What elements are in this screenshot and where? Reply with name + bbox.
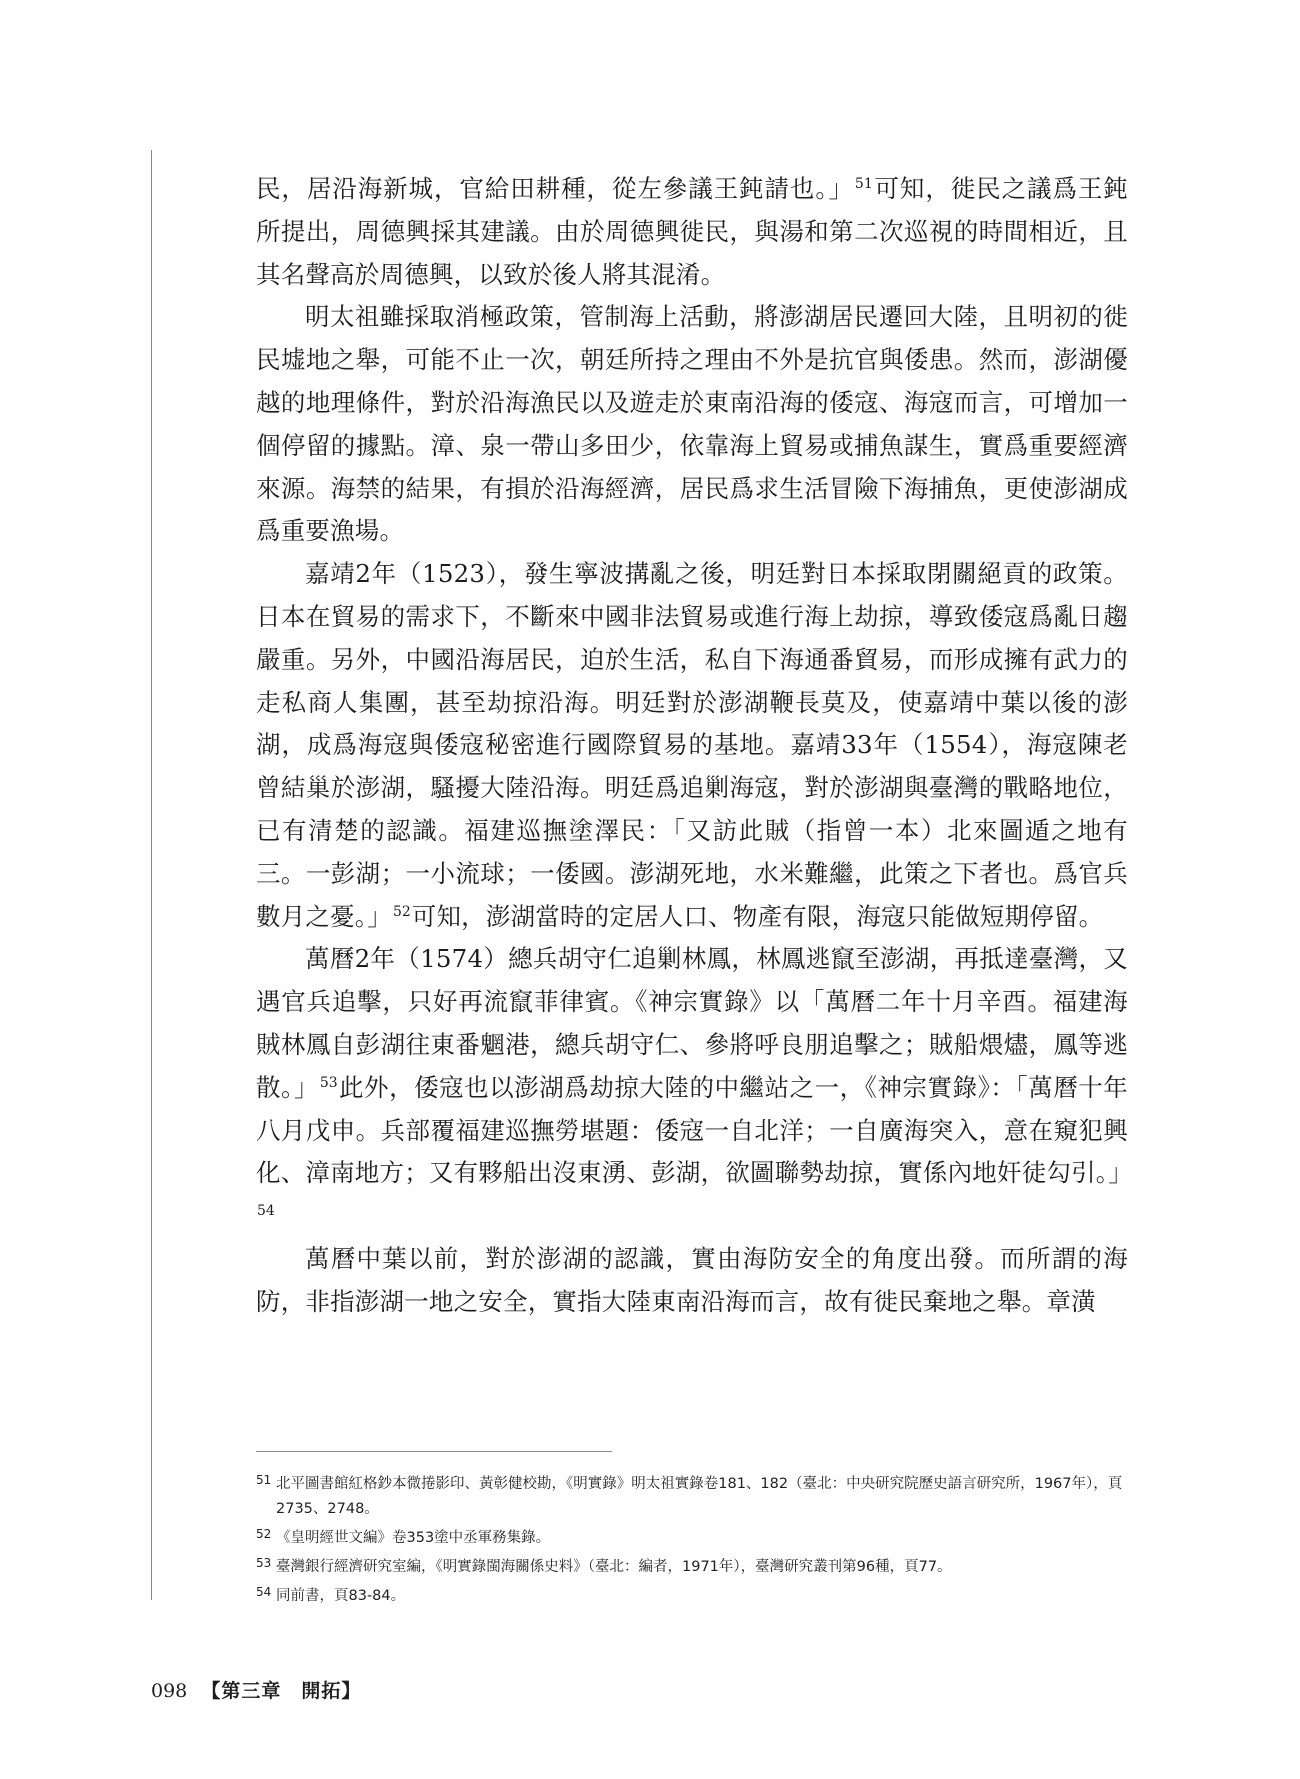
footnote [256, 1522, 1128, 1551]
paragraph [256, 553, 1128, 938]
paragraph-text: 萬曆中葉以前，對於澎湖的認識，實由海防安全的角度出發。而所謂的海防，非指澎湖一地之安全，實指大陸東南沿海而言，故有徙民棄地之舉。章潢 [256, 1243, 1128, 1316]
footnote-text: 臺灣銀行經濟研究室編，《明實錄閩海關係史料》（臺北：編者，1971年），臺灣研究叢刊第96種，頁77。 [276, 1559, 952, 1575]
paragraph-text: 民，居沿海新城，官給田耕種，從左參議王鈍請也。」 [256, 174, 854, 203]
page-footer [151, 1676, 361, 1703]
footnote-number: 52 [256, 1527, 272, 1541]
footnote-text: 北平圖書館紅格鈔本微捲影印、黃彰健校勘，《明實錄》明太祖實錄卷181、182（臺北：中央研究院歷史語言研究所，1967年），頁2735、2748。 [276, 1476, 1123, 1517]
footnotes [256, 1468, 1128, 1609]
paragraph-text: 可知，澎湖當時的定居人口、物產有限，海寇只能做短期停留。 [411, 901, 1104, 931]
footnote [256, 1468, 1128, 1522]
footnote-number: 53 [256, 1556, 272, 1570]
body-text [256, 168, 1133, 1418]
footnote-ref[interactable]: 53 [319, 1074, 338, 1091]
footnote [256, 1580, 1128, 1609]
page-number: 098 [151, 1680, 188, 1702]
footnote-separator [256, 1451, 612, 1452]
footnote-number: 51 [256, 1473, 272, 1487]
footnote-number: 54 [256, 1585, 272, 1599]
paragraph [256, 938, 1133, 1238]
footnote-ref[interactable]: 52 [392, 903, 411, 920]
footnote-ref[interactable]: 54 [257, 1203, 275, 1220]
paragraph [256, 168, 1128, 296]
footnote-ref[interactable]: 51 [854, 176, 873, 192]
footnote-text: 《皇明經世文編》卷353塗中丞軍務集錄。 [276, 1530, 551, 1546]
footnote-text: 同前書，頁83-84。 [276, 1588, 406, 1604]
paragraph [256, 296, 1128, 553]
paragraph-text: 萬曆2年（1574）總兵胡守仁追剿林鳳，林鳳逃竄至澎湖，再抵達臺灣，又遇官兵追擊，只好再流竄菲律賓。《神宗實錄》以「萬曆二年十月辛酉。福建海賊林鳳自彭湖往東番魍港，總兵胡守仁、參將呼良朋追擊之；賊船煨燼，鳳等逃散。」 [256, 944, 1128, 1102]
chapter-label: 【第三章 開拓】 [201, 1680, 362, 1702]
paragraph-text: 可知，徙民之議爲王鈍所提出，周德興採其建議。由於周德興徙民，與湯和第二次巡視的時間相近，且其名聲高於周德興，以致於後人將其混淆。 [256, 174, 1128, 289]
paragraph-text: 此外，倭寇也以澎湖爲劫掠大陸的中繼站之一，《神宗實錄》：「萬曆十年八月戊申。兵部覆福建巡撫勞堪題：倭寇一自北洋；一自廣海突入，意在窺犯興化、漳南地方；又有夥船出沒東湧、彭湖，欲圖聯勢劫掠，實係內地奸徒勾引。」 [256, 1072, 1133, 1188]
paragraph-text: 嘉靖2年（1523），發生寧波搆亂之後，明廷對日本採取閉關絕貢的政策。日本在貿易的需求下，不斷來中國非法貿易或進行海上劫掠，導致倭寇爲亂日趨嚴重。另外，中國沿海居民，迫於生活，私自下海通番貿易，而形成擁有武力的走私商人集團，甚至劫掠沿海。明廷對於澎湖鞭長莫及，使嘉靖中葉以後的澎湖，成爲海寇與倭寇秘密進行國際貿易的基地。嘉靖33年（1554），海寇陳老曾結巢於澎湖，騷擾大陸沿海。明廷爲追剿海寇，對於澎湖與臺灣的戰略地位，已有清楚的認識。福建巡撫塗澤民：「又訪此賊（指曾一本）北來圖遁之地有三。一彭湖；一小流球；一倭國。澎湖死地，水米難繼，此策之下者也。爲官兵數月之憂。」 [256, 559, 1128, 931]
footnote [256, 1551, 1128, 1580]
paragraph-text: 明太祖雖採取消極政策，管制海上活動，將澎湖居民遷回大陸，且明初的徙民墟地之舉，可能不止一次，朝廷所持之理由不外是抗官與倭患。然而，澎湖優越的地理條件，對於沿海漁民以及遊走於東南沿海的倭寇、海寇而言，可增加一個停留的據點。漳、泉一帶山多田少，依靠海上貿易或捕魚謀生，實爲重要經濟來源。海禁的結果，有損於沿海經濟，居民爲求生活冒險下海捕魚，更使澎湖成爲重要漁場。 [256, 302, 1128, 546]
margin-rule [151, 150, 152, 1600]
paragraph [256, 1238, 1128, 1324]
